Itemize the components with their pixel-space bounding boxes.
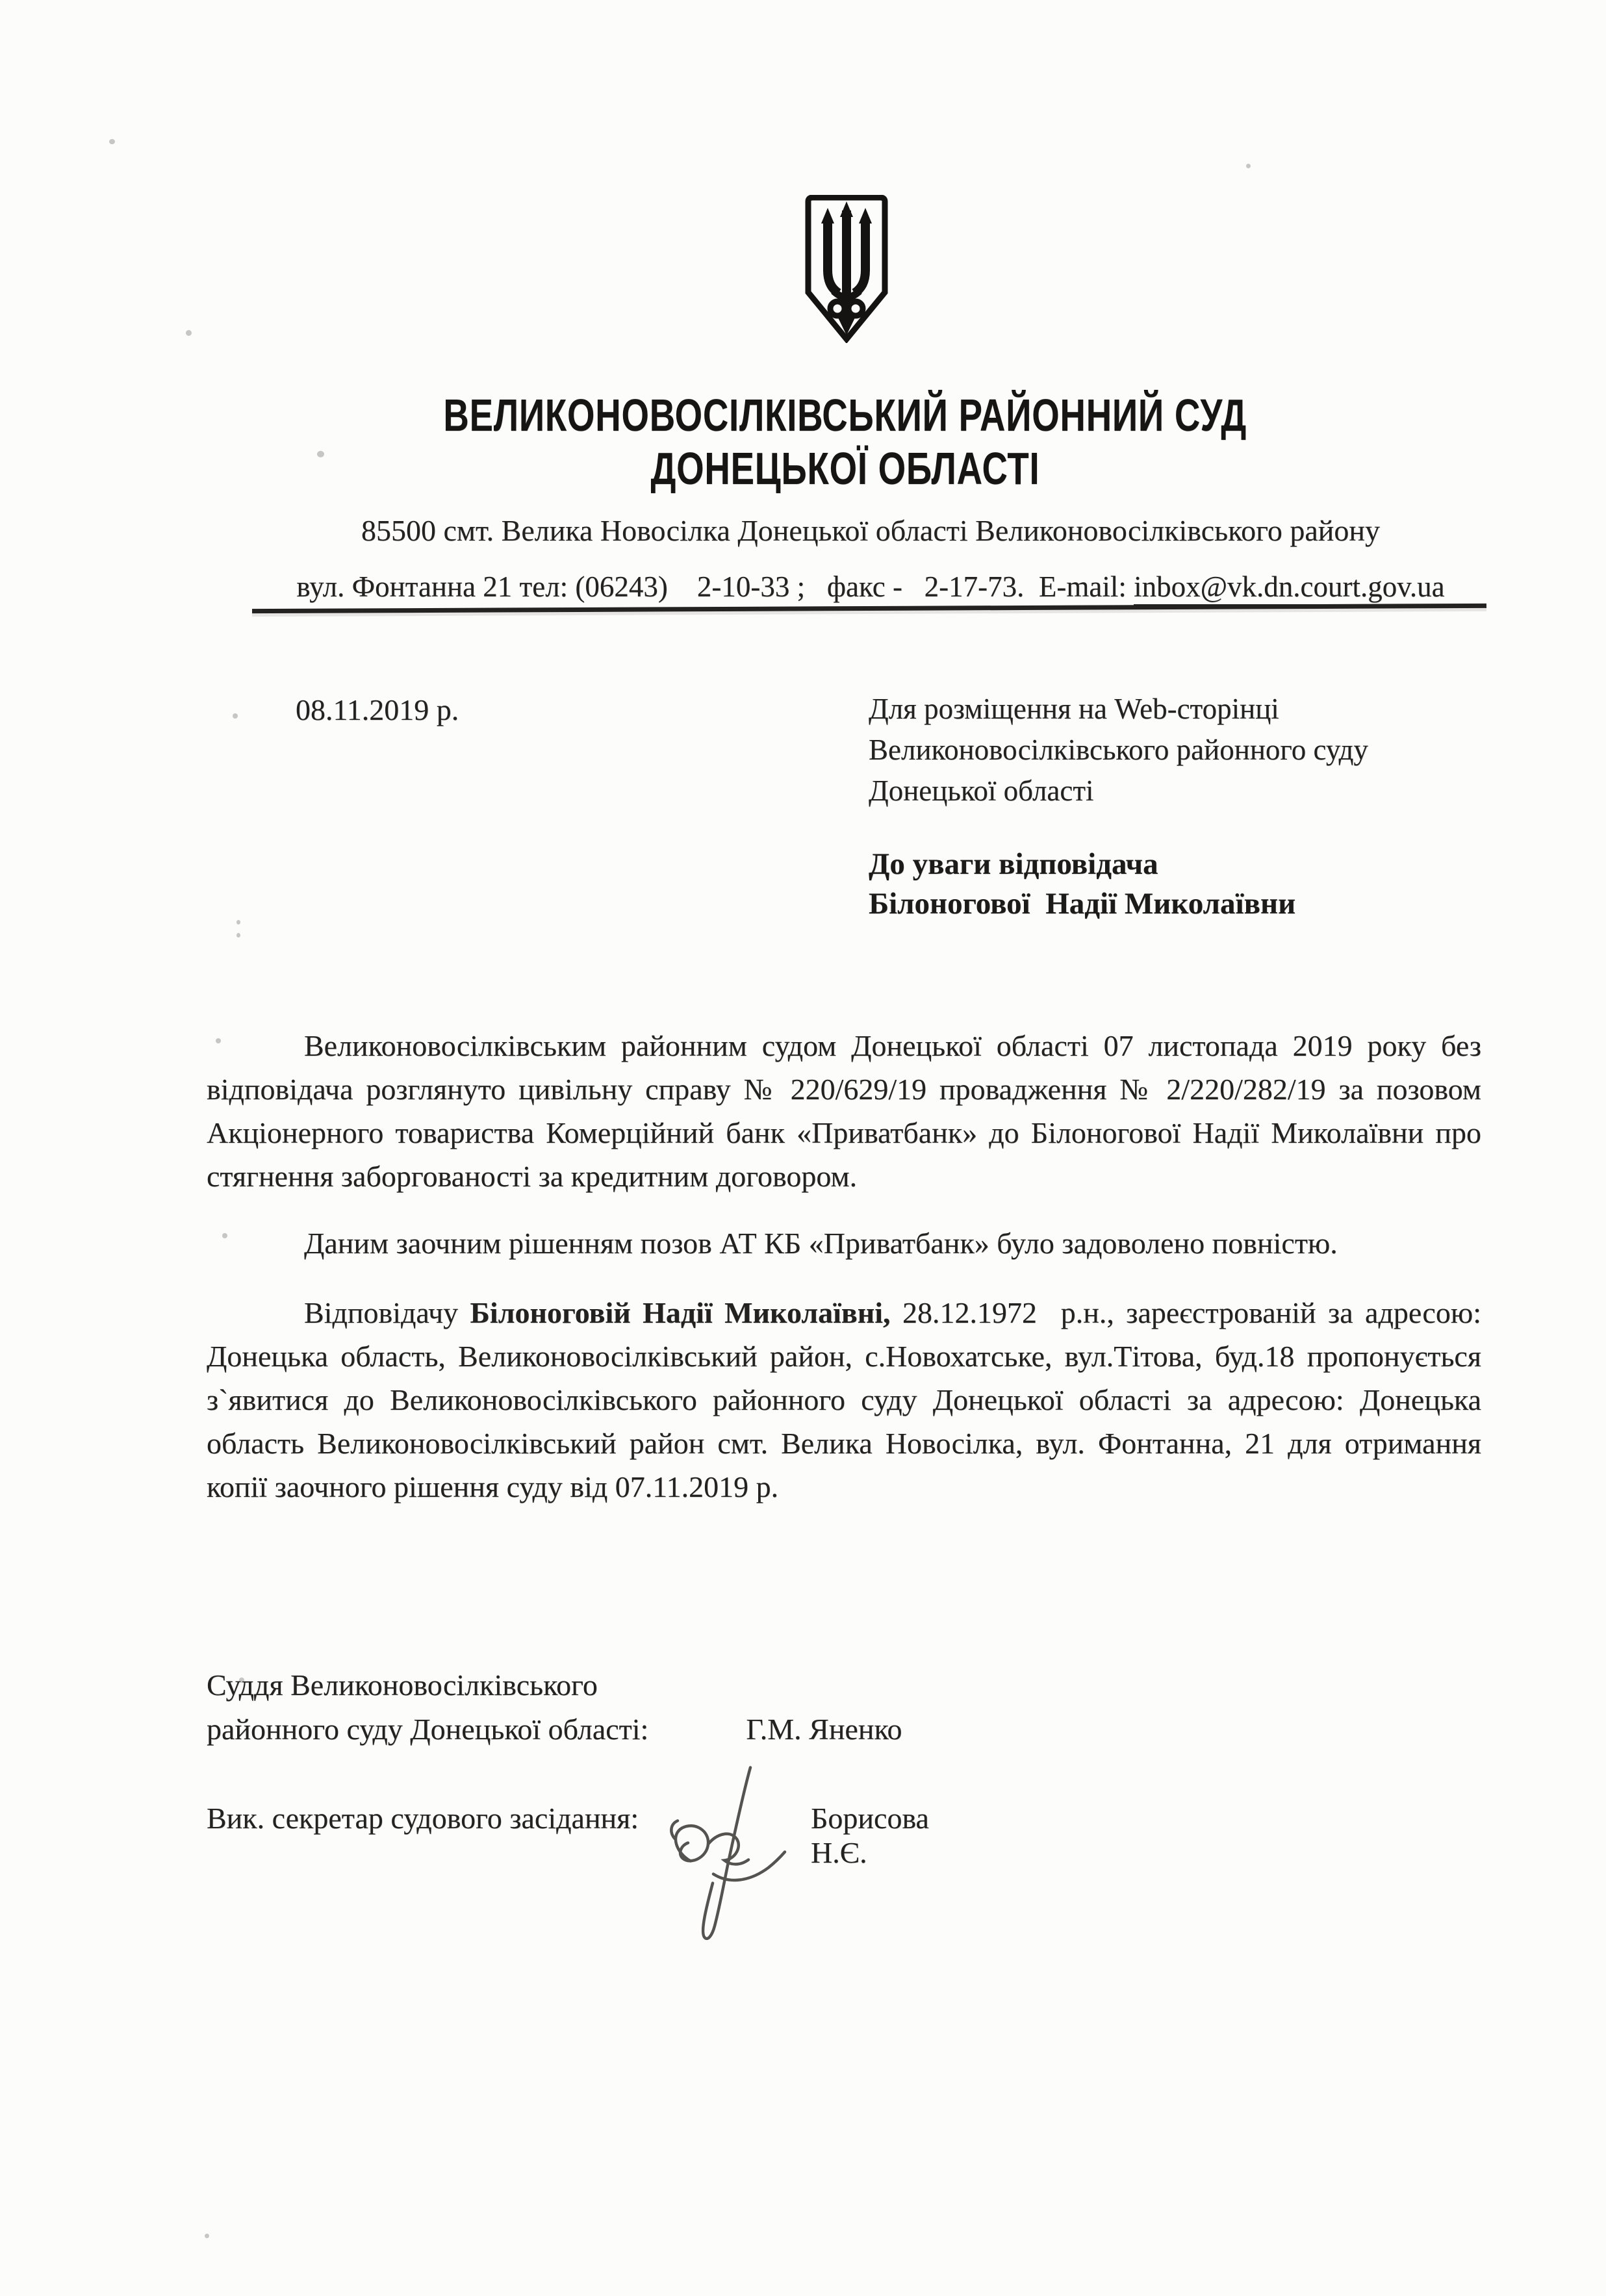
secretary-signature-block — [207, 1801, 929, 1869]
judge-title-text: районного суду Донецької області: — [207, 1713, 649, 1746]
scan-speck — [236, 933, 240, 938]
scan-speck — [1246, 164, 1251, 168]
judge-name: Г.М. Яненко — [746, 1713, 902, 1746]
web-notice-line: Для розміщення на Web-сторінці — [869, 693, 1279, 725]
judge-signature-block — [207, 1663, 902, 1752]
secretary-label: Вик. секретар судового засідання: — [207, 1802, 639, 1835]
paragraph-summons — [207, 1291, 1489, 1509]
defendant-name: Білоногової Надії Миколаївни — [869, 887, 1296, 921]
summons-rest: 28.12.1972 р.н., зареєстрованій за адресою: Донецька область, Великоновосілківський район, с.Новохатське, вул.Тітова, буд.18 пропонується з`явитися до Великоновосілківського районного суду Донецької області за адресою: Донецька область Великоновосілківський район смт. Велика Новосілка, вул. Фонтанна, 21 для отримання копії заочного рішення суду від 07.11.2019 р. — [207, 1296, 1489, 1503]
ukraine-trident-emblem-icon — [801, 195, 892, 343]
court-contacts: вул. Фонтанна 21 тел: (06243) 2-10-33 ; факс - 2-17-73. E-mail: — [296, 570, 1134, 603]
attention-block — [869, 845, 1295, 924]
scan-speck — [109, 139, 115, 144]
web-notice-line: Великоновосілківського районного суду — [869, 733, 1368, 766]
summons-prefix: Відповідачу — [304, 1296, 470, 1329]
court-address-line2 — [253, 568, 1488, 606]
judge-title-line1: Суддя Великоновосілківського — [207, 1668, 598, 1702]
secretary-name: Борисова Н.Є. — [811, 1802, 929, 1869]
judge-title-line2 — [207, 1707, 902, 1752]
notice-body — [207, 1024, 1489, 1509]
scan-speck — [317, 451, 324, 457]
court-email: inbox@vk.dn.court.gov.ua — [1134, 570, 1444, 606]
scan-speck — [236, 920, 240, 925]
court-name-line1: ВЕЛИКОНОВОСІЛКІВСЬКИЙ РАЙОННИЙ СУД — [443, 390, 1247, 440]
court-address-line1: 85500 смт. Велика Новосілка Донецької області Великоновосілківського району — [361, 514, 1380, 547]
document-date: 08.11.2019 р. — [296, 693, 459, 726]
scan-speck — [186, 330, 192, 336]
web-notice-line: Донецької області — [869, 774, 1094, 807]
attention-heading: До уваги відповідача — [869, 847, 1158, 881]
scan-speck — [205, 2234, 209, 2238]
scan-speck — [222, 1233, 227, 1238]
scan-speck — [233, 713, 238, 719]
web-posting-notice — [869, 689, 1368, 811]
scan-speck — [239, 1677, 244, 1683]
paragraph-decision: Даним заочним рішенням позов АТ КБ «Приватбанк» було задоволено повністю. — [304, 1227, 1338, 1260]
court-name-line2: ДОНЕЦЬКОЇ ОБЛАСТІ — [650, 443, 1040, 494]
paragraph-case-info: Великоновосілківським районним судом Донецької області 07 листопада 2019 року без відповідача розглянуто цивільну справу № 220/629/19 провадження № 2/220/282/19 за позовом Акціонерного товариства Комерційний банк «Приватбанк» до Білоногової Надії Миколаївни про стягнення заборгованості за кредитним договором. — [207, 1029, 1481, 1193]
letterhead — [84, 390, 1606, 496]
summons-defendant-bold: Білоноговій Надії Миколаївні, — [470, 1296, 891, 1329]
scan-speck — [216, 1038, 221, 1043]
handwritten-signature-icon — [652, 1761, 811, 1946]
